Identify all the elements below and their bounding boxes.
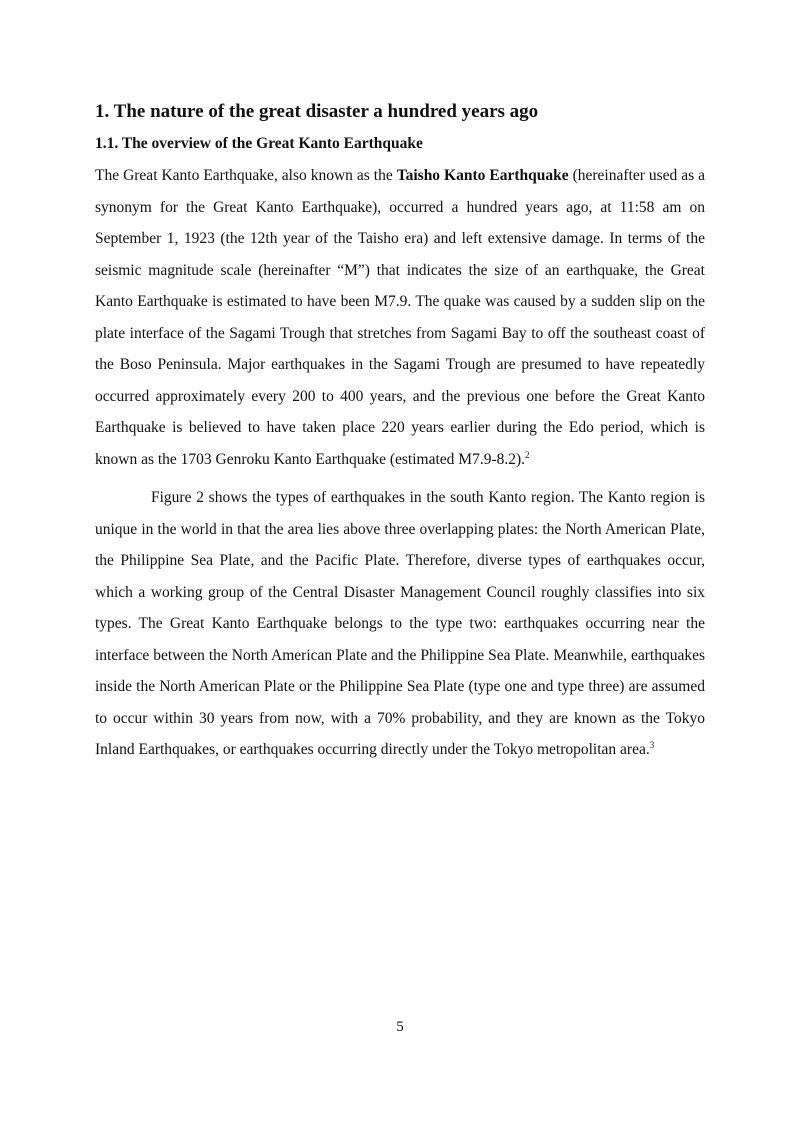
paragraph-text: The Great Kanto Earthquake, also known as the [95, 167, 397, 184]
footnote-reference[interactable]: 2 [525, 449, 530, 460]
paragraph-text: (hereinafter used as a synonym for the Great Kanto Earthquake), occurred a hundred years ago, at 11:58 am on September 1, 1923 (the 12th year of the Taisho era) and left extensive damage. In terms of the seismic magnitude scale (hereinafter “M”) that indicates the size of an earthquake, the Great Kanto Earthquake is estimated to have been M7.9. The quake was caused by a sudden slip on the plate interface of the Sagami Trough that stretches from Sagami Bay to off the southeast coast of the Boso Peninsula. Major earthquakes in the Sagami Trough are presumed to have repeatedly occurred approximately every 200 to 400 years, and the previous one before the Great Kanto Earthquake is believed to have taken place 220 years earlier during the Edo period, which is known as the 1703 Genroku Kanto Earthquake (estimated M7.9-8.2). [95, 167, 706, 468]
paragraph-overview [95, 160, 705, 475]
subsection-heading: 1.1. The overview of the Great Kanto Earthquake [95, 135, 423, 152]
paragraph-earthquake-types [95, 482, 705, 766]
footnote-reference[interactable]: 3 [649, 739, 655, 750]
paragraph-text: Figure 2 shows the types of earthquakes in the south Kanto region. The Kanto region is unique in the world in that the area lies above three overlapping plates: the North American Plate, the Philippine Sea Plate, and the Pacific Plate. Therefore, diverse types of earthquakes occur, which a working group of the Central Disaster Management Council roughly classifies into six types. The Great Kanto Earthquake belongs to the type two: earthquakes occurring near the interface between the North American Plate and the Philippine Sea Plate. Meanwhile, earthquakes inside the North American Plate or the Philippine Sea Plate (type one and type three) are assumed to occur within 30 years from now, with a 70% probability, and they are known as the Tokyo Inland Earthquakes, or earthquakes occurring directly under the Tokyo metropolitan area. [95, 489, 705, 758]
page-number: 5 [396, 1019, 404, 1035]
section-heading: 1. The nature of the great disaster a hundred years ago [95, 101, 539, 122]
bold-term: Taisho Kanto Earthquake [396, 167, 569, 184]
